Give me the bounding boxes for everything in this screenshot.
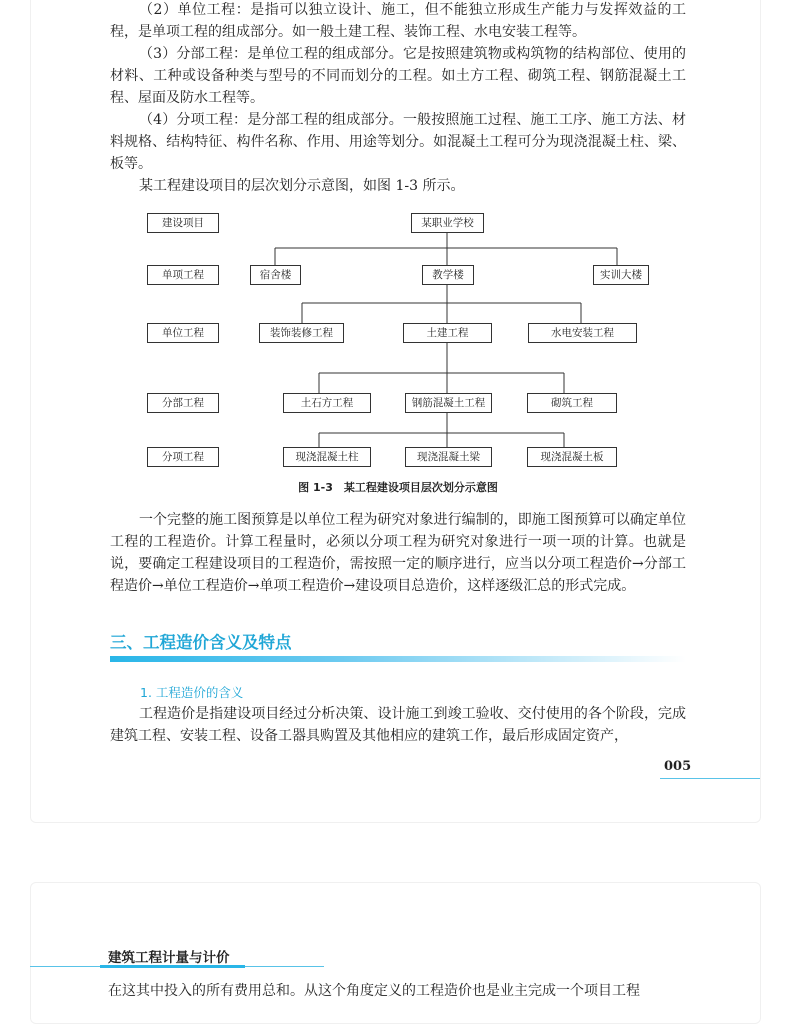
level-label-unit-project: 单位工程: [147, 323, 219, 343]
node-cast-slab: 现浇混凝土板: [527, 447, 617, 467]
section-heading-underline: [110, 656, 686, 662]
node-cast-column: 现浇混凝土柱: [283, 447, 371, 467]
paragraph-cost-definition: 工程造价是指建设项目经过分析决策、设计施工到竣工验收、交付使用的各个阶段，完成建筑工程、安装工程、设备工器具购置及其他相应的建筑工作，最后形成固定资产，: [110, 706, 686, 744]
level-label-single-project: 单项工程: [147, 265, 219, 285]
node-teaching-building: 教学楼: [422, 265, 474, 285]
node-dormitory: 宿舍楼: [250, 265, 301, 285]
node-decoration-engineering: 装饰装修工程: [259, 323, 344, 343]
subsection-heading: 1. 工程造价的含义: [140, 685, 244, 700]
figure-caption: 图 1-3 某工程建设项目层次划分示意图: [298, 481, 498, 494]
paragraph-figure-intro: 某工程建设项目的层次划分示意图，如图 1-3 所示。: [139, 178, 465, 194]
page-number-rule: [660, 778, 760, 779]
paragraph-item-project: （4）分项工程：是分部工程的组成部分。一般按照施工过程、施工工序、施工方法、材料规格、结构特征、构件名称、作用、用途等划分。如混凝土工程可分为现浇混凝土柱、梁、板等。: [110, 112, 686, 172]
level-label-division-project: 分部工程: [147, 393, 219, 413]
paragraph-division-project: （3）分部工程：是单位工程的组成部分。它是按照建筑物或构筑物的结构部位、使用的材料、工种或设备种类与型号的不同而划分的工程。如土方工程、砌筑工程、钢筋混凝土工程、屋面及防水工程等。: [110, 46, 686, 106]
node-training-building: 实训大楼: [593, 265, 649, 285]
level-label-item-project: 分项工程: [147, 447, 219, 467]
node-root-school: 某职业学校: [411, 213, 484, 233]
running-header: 建筑工程计量与计价: [108, 950, 230, 966]
level-label-construction-project: 建设项目: [147, 213, 219, 233]
section-heading: 三、工程造价含义及特点: [110, 633, 292, 652]
page-number: 005: [664, 759, 692, 774]
node-reinforced-concrete: 钢筋混凝土工程: [405, 393, 492, 413]
next-page-text: 在这其中投入的所有费用总和。从这个角度定义的工程造价也是业主完成一个项目工程: [108, 983, 640, 999]
paragraph-budget: 一个完整的施工图预算是以单位工程为研究对象进行编制的，即施工图预算可以确定单位工程的工程造价。计算工程量时，必须以分项工程为研究对象进行一项一项的计算。也就是说，要确定工程建设项目的工程造价，需按照一定的顺序进行，应当以分项工程造价→分部工程造价→单位工程造价→单项工程造价→建设项目总造价，这样逐级汇总的形式完成。: [110, 512, 686, 594]
node-mep-installation: 水电安装工程: [528, 323, 637, 343]
node-civil-engineering: 土建工程: [403, 323, 492, 343]
node-masonry: 砌筑工程: [527, 393, 617, 413]
node-cast-beam: 现浇混凝土梁: [405, 447, 492, 467]
paragraph-unit-project: （2）单位工程：是指可以独立设计、施工，但不能独立形成生产能力与发挥效益的工程，是单项工程的组成部分。如一般土建工程、装饰工程、水电安装工程等。: [110, 2, 686, 40]
hierarchy-diagram: [140, 205, 660, 475]
node-earthwork: 土石方工程: [283, 393, 371, 413]
